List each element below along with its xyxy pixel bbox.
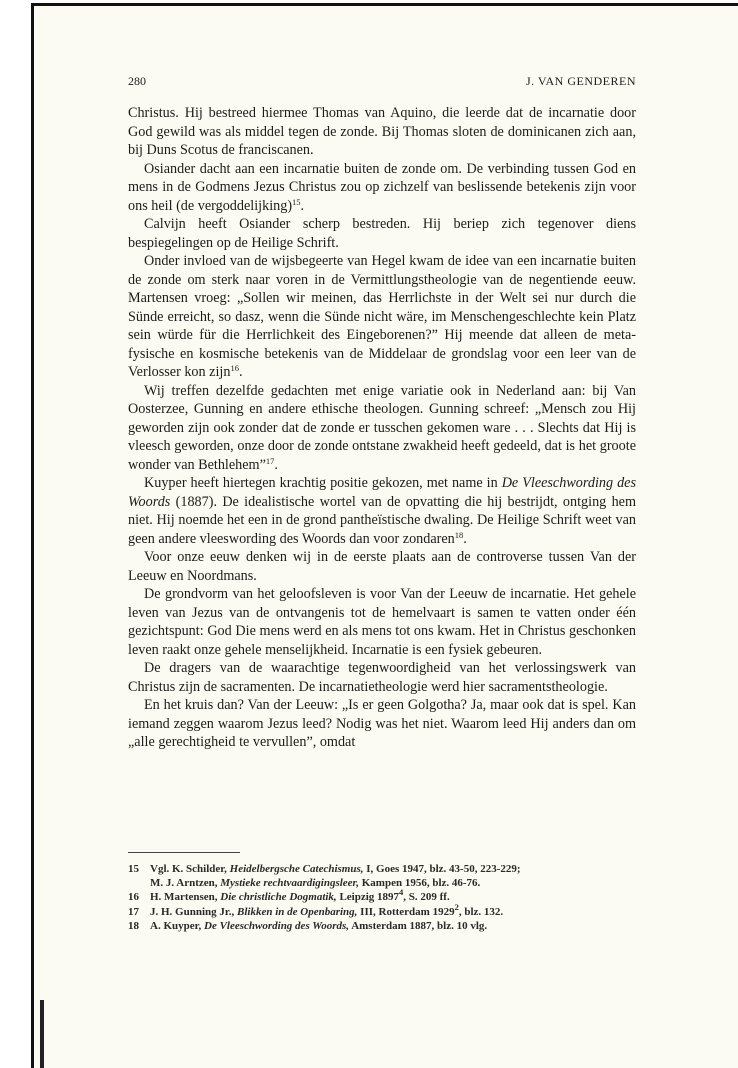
footnote-number: 15 <box>128 863 139 875</box>
paragraph <box>128 548 636 585</box>
footnote-text <box>150 862 636 890</box>
footnote <box>128 862 636 890</box>
footnote-marker: 2 <box>454 901 459 912</box>
text-run: H. Martensen, <box>150 891 221 904</box>
footnote-line <box>150 919 636 933</box>
text-run: Kuyper heeft hiertegen krachtig positie gekozen, met name in <box>144 475 502 491</box>
scan-binding-edge <box>40 1000 44 1068</box>
paragraph <box>128 382 636 475</box>
running-head-author: J. VAN GENDEREN <box>525 74 636 88</box>
footnote-marker: 15 <box>292 196 301 207</box>
text-run: Osiander dacht aan een incarnatie buiten de zonde om. De verbinding tussen God en mens in de Godmens Jezus Christus zou op zichzelf van beslissende betekenis zijn voor ons heil (de vergoddelijking) <box>128 160 636 214</box>
italic-title: De Vleeschwording des Woords <box>128 475 636 510</box>
text-run: III, Rotterdam 1929 <box>357 905 455 918</box>
text-run: , S. 209 ff. <box>403 891 450 904</box>
footnote <box>128 887 636 904</box>
italic-title: Blikken in de Openbaring, <box>237 905 358 918</box>
text-run: Vgl. K. Schilder, <box>150 863 230 875</box>
footnote-number: 17 <box>128 905 139 918</box>
italic-title: Die christliche Dogmatik, <box>220 891 337 904</box>
footnote-text <box>150 887 636 904</box>
footnote-number: 18 <box>128 919 139 932</box>
page-number: 280 <box>128 74 146 88</box>
text-run: De dragers van de waarachtige tegenwoordigheid van het verlossingswerk van Christus zijn de sacramenten. De incarnatietheologie werd hier sacramentstheologie. <box>128 660 636 695</box>
text-run: Calvijn heeft Osiander scherp bestreden. Hij beriep zich tegenover diens bespiegelingen op de Heilige Schrift. <box>128 216 636 251</box>
text-run: Onder invloed van de wijsbegeerte van Hegel kwam de idee van een incarnatie buiten de zonde om sterk naar voren in de Vermittlungstheologie van de negentiende eeuw. Martensen vroeg: „Sollen wir meinen, das Herrlichste in der Welt sei nur durch die Sünde erreicht, so dasz, wenn die Sünde nicht wäre, im Menschengeschlechte kein Platz sein würde für die Herrlichkeit des Eingeborenen?” Hij meende dat alleen de metafysische en kosmische betekenis van de Middelaar de grondslag voor een leer van de Verlosser kon zijn <box>128 253 636 380</box>
paragraph <box>128 585 636 659</box>
footnote-rule <box>128 852 240 853</box>
footnote-text <box>150 919 636 933</box>
text-run: De grondvorm van het geloofsleven is voor Van der Leeuw de incarnatie. Het gehele leven van Jezus van de ontvangenis tot de hemelvaart is samen te vatten onder één gezichtspunt: God Die mens werd en als mens tot ons kwam. Het in Christus geschonken leven raakt onze gehele menselijkheid. Incarnatie is een fysiek gebeuren. <box>128 586 636 658</box>
text-run: , blz. 132. <box>458 905 504 918</box>
footnote-line <box>150 887 636 904</box>
footnote-text <box>150 901 636 919</box>
text-run: Leipzig 1897 <box>336 891 400 904</box>
paragraph <box>128 160 636 216</box>
text-run: (1887). De idealistische wortel van de opvatting die hij bestrijdt, ontging hem niet. Hij noemde het een in de grond pantheïstische dwaling. De Heilige Schrift weet van geen andere vleeswording des Woords dan voor zondaren <box>128 493 636 547</box>
footnote-marker: 17 <box>265 455 275 466</box>
footnote-number: 16 <box>128 891 139 904</box>
paragraph <box>128 104 636 160</box>
italic-title: Mystieke rechtvaardigingsleer, <box>220 877 359 890</box>
paragraph <box>128 696 636 752</box>
text-run: M. J. Arntzen, <box>150 877 221 890</box>
text-run: . <box>238 364 243 380</box>
text-run: J. H. Gunning Jr., <box>150 905 238 918</box>
footnote <box>128 901 636 919</box>
footnote-line <box>150 862 636 876</box>
footnote-line <box>150 901 636 919</box>
footnote-marker: 4 <box>399 887 404 898</box>
footnotes <box>128 862 636 933</box>
footnote-line <box>150 876 636 890</box>
text-run: A. Kuyper, <box>150 919 204 932</box>
text-run: Voor onze eeuw denken wij in de eerste plaats aan de controverse tussen Van der Leeuw en Noordmans. <box>128 549 636 584</box>
paragraph <box>128 252 636 382</box>
italic-title: Heidelbergsche Catechismus, <box>229 863 364 875</box>
paragraph <box>128 215 636 252</box>
paragraph <box>128 659 636 696</box>
text-run: Wij treffen dezelfde gedachten met enige variatie ook in Nederland aan: bij Van Oosterzee, Gunning en andere ethische theologen. Gunning schreef: „Mensch zou Hij geworden zijn ook zonder dat de zonde er tusschen gekomen ware . . . Slechts dat Hij is vleesch geworden, onze door de zonde ontstane zwakheid heeft gedeeld, dat is het groote wonder van Bethlehem” <box>128 382 636 473</box>
text-run: Christus. Hij bestreed hiermee Thomas van Aquino, die leerde dat de incarnatie door God gewild was als middel tegen de zonde. Bij Thomas sloten de dominicanen zich aan, bij Duns Scotus de franciscanen. <box>128 105 636 158</box>
footnote-marker: 18 <box>454 529 464 540</box>
text-run: . <box>300 197 305 214</box>
body-text <box>128 104 636 752</box>
text-run: I, Goes 1947, blz. 43-50, 223-229; <box>363 863 521 875</box>
text-run: . <box>274 456 278 473</box>
text-run: En het kruis dan? Van der Leeuw: „Is er geen Golgotha? Ja, maar ook dat is spel. Kan iemand zeggen waarom Jezus leed? Nodig was het niet. Waarom leed Hij anders dan om „alle gerechtigheid te vervullen”, omdat <box>128 697 636 750</box>
text-run: Amsterdam 1887, blz. 10 vlg. <box>349 919 488 932</box>
text-run: . <box>463 530 467 547</box>
footnote <box>128 919 636 933</box>
footnote-marker: 16 <box>230 363 239 373</box>
italic-title: De Vleeschwording des Woords, <box>204 919 350 932</box>
text-run: Kampen 1956, blz. 46-76. <box>358 877 481 890</box>
paragraph <box>128 474 636 548</box>
